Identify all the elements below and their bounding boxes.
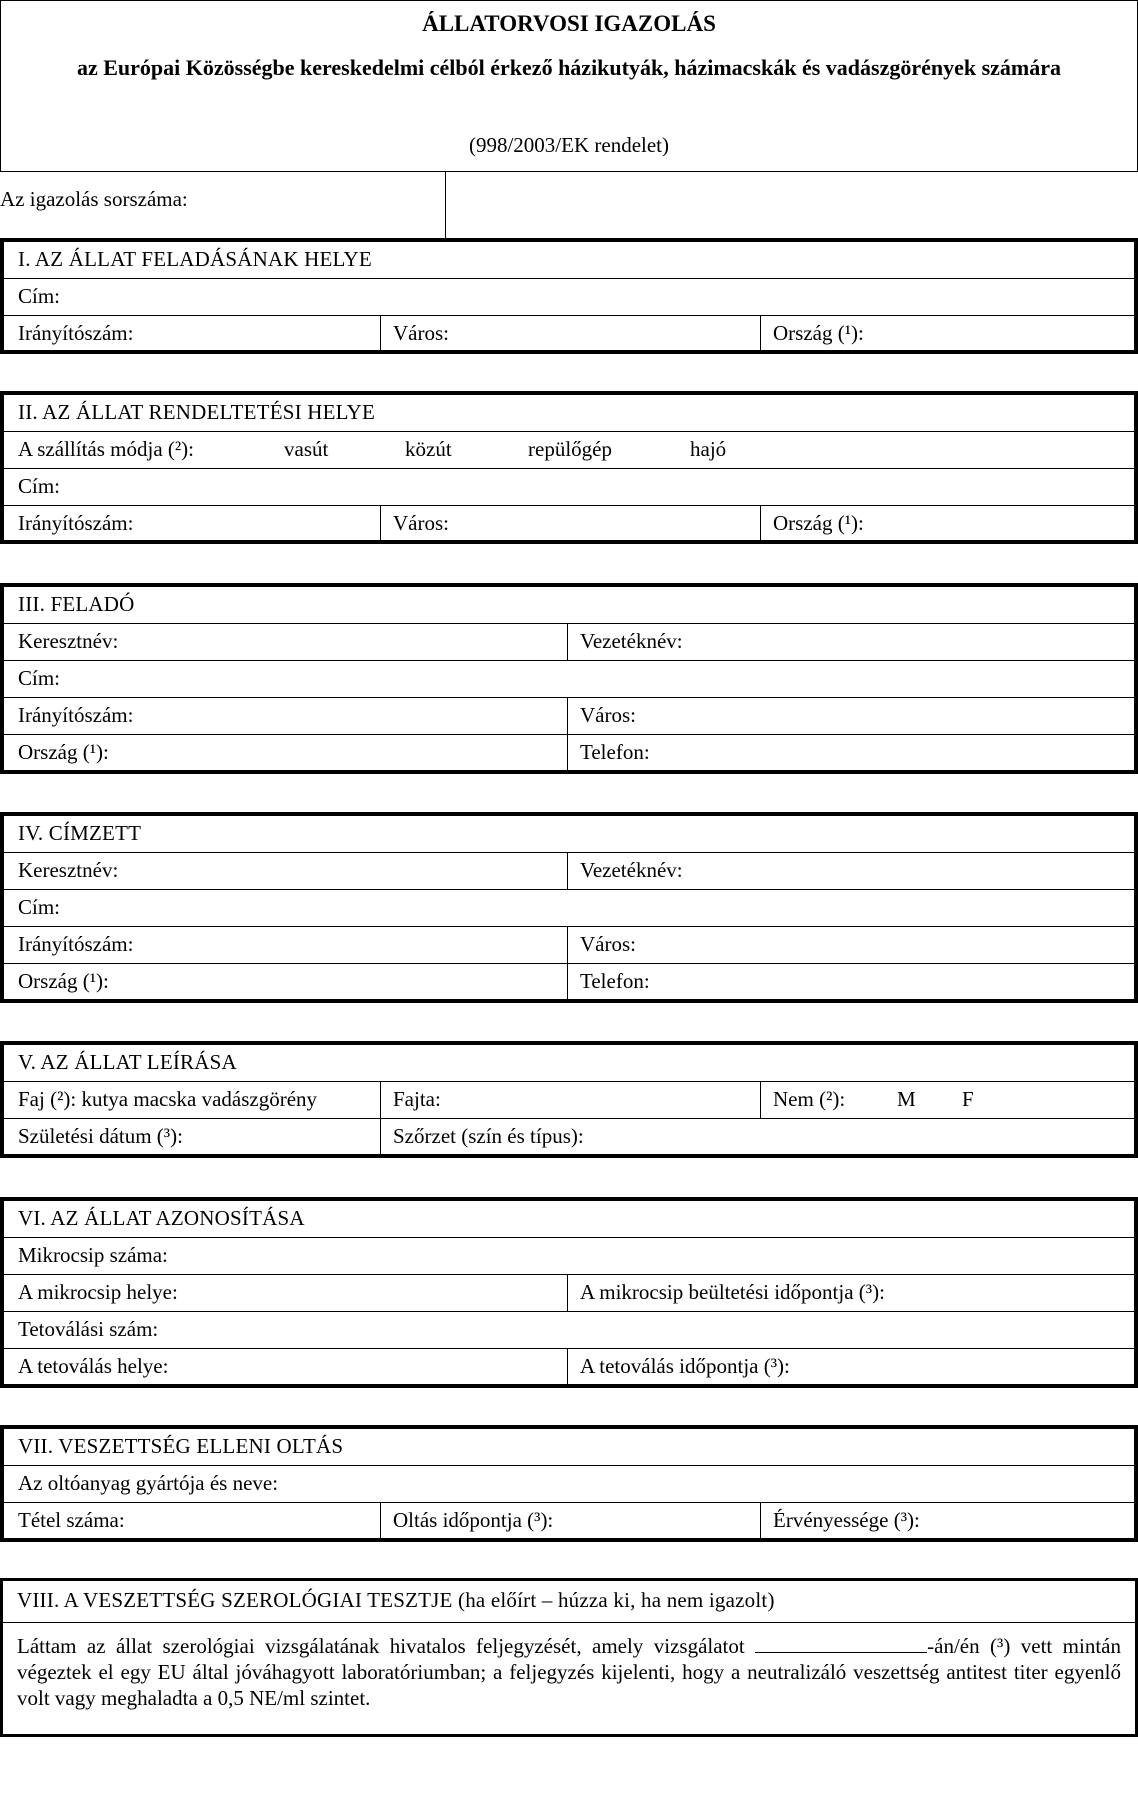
birthdate-field[interactable]: Születési dátum (³): (18, 1124, 183, 1148)
certificate-header (0, 0, 1138, 172)
validity-field[interactable]: Érvényessége (³): (760, 1503, 1134, 1540)
phone-field[interactable]: Telefon: (567, 964, 1134, 1001)
firstname-field[interactable]: Keresztnév: (18, 629, 119, 653)
regulation-reference: (998/2003/EK rendelet) (468, 133, 670, 157)
sex-option-male[interactable]: M (897, 1087, 916, 1111)
firstname-field[interactable]: Keresztnév: (18, 858, 119, 882)
sex-field[interactable] (760, 1082, 1134, 1119)
transport-option-road[interactable]: közút (405, 437, 452, 461)
tattoo-location-field[interactable]: A tetoválás helye: (18, 1354, 169, 1378)
country-field[interactable]: Ország (¹): (18, 740, 109, 764)
serology-text-part1: Láttam az állat szerológiai vizsgálatának hivatalos feljegyzését, amely vizsgálatot (17, 1634, 756, 1658)
section-rabies-vaccination (0, 1425, 1138, 1542)
phone-field[interactable]: Telefon: (567, 735, 1134, 772)
transport-mode-label: A szállítás módja (²): (18, 437, 195, 461)
section-title: VI. AZ ÁLLAT AZONOSÍTÁSA (18, 1206, 305, 1230)
postcode-field[interactable]: Irányítószám: (18, 932, 134, 956)
vaccination-date-field[interactable]: Oltás időpontja (³): (380, 1503, 773, 1540)
document-title: ÁLLATORVOSI IGAZOLÁS (422, 11, 716, 36)
lastname-field[interactable]: Vezetéknév: (567, 853, 1134, 890)
coat-field[interactable]: Szőrzet (szín és típus): (380, 1119, 1134, 1156)
postcode-field[interactable]: Irányítószám: (18, 321, 134, 345)
address-field[interactable]: Cím: (18, 666, 61, 690)
section-sender (0, 583, 1138, 774)
section-title: III. FELADÓ (18, 592, 135, 616)
city-field[interactable]: Város: (380, 506, 773, 543)
city-field[interactable]: Város: (567, 927, 1134, 964)
section-destination-place (0, 391, 1138, 544)
city-field[interactable]: Város: (380, 316, 773, 353)
tattoo-date-field[interactable]: A tetoválás időpontja (³): (567, 1349, 1134, 1386)
vaccine-field[interactable]: Az oltóanyag gyártója és neve: (18, 1471, 279, 1495)
microchip-number-field[interactable]: Mikrocsip száma: (18, 1243, 168, 1267)
batch-number-field[interactable]: Tétel száma: (18, 1508, 125, 1532)
address-field[interactable]: Cím: (18, 284, 61, 308)
city-field[interactable]: Város: (567, 698, 1134, 735)
country-field[interactable]: Ország (¹): (18, 969, 109, 993)
section-title: VII. VESZETTSÉG ELLENI OLTÁS (18, 1434, 344, 1458)
section-animal-identification (0, 1197, 1138, 1388)
sample-date-blank[interactable] (755, 1634, 927, 1653)
section-recipient (0, 812, 1138, 1003)
address-field[interactable]: Cím: (18, 895, 61, 919)
tattoo-number-field[interactable]: Tetoválási szám: (18, 1317, 159, 1341)
sex-label: Nem (²): (773, 1087, 846, 1111)
serology-statement (17, 1633, 1121, 1711)
serology-text-part2: -án/én (³) vett mintán végeztek el egy EU által jóváhagyott laboratóriumban; a feljegyzés kijelenti, hogy a neutralizáló veszettség antitest titer egyenlő volt vagy meghaladta a 0,5 NE/ml szintet. (17, 1634, 1121, 1710)
country-field[interactable]: Ország (¹): (760, 506, 1134, 543)
serial-number-label: Az igazolás sorszáma: (0, 187, 188, 211)
section-animal-description (0, 1041, 1138, 1158)
section-title: I. AZ ÁLLAT FELADÁSÁNAK HELYE (18, 247, 372, 271)
document-subtitle: az Európai Közösségbe kereskedelmi célból érkező házikutyák, házimacskák és vadászgörények számára (76, 55, 1062, 80)
country-field[interactable]: Ország (¹): (760, 316, 1134, 353)
transport-option-sea[interactable]: hajó (690, 437, 727, 461)
section-dispatch-place (0, 238, 1138, 354)
microchip-date-field[interactable]: A mikrocsip beültetési időpontja (³): (567, 1275, 1134, 1312)
postcode-field[interactable]: Irányítószám: (18, 511, 134, 535)
lastname-field[interactable]: Vezetéknév: (567, 624, 1134, 661)
transport-option-rail[interactable]: vasút (284, 437, 329, 461)
section-title: VIII. A VESZETTSÉG SZEROLÓGIAI TESZTJE (ha előírt – húzza ki, ha nem igazolt) (17, 1588, 775, 1612)
breed-field[interactable]: Fajta: (380, 1082, 773, 1119)
section-title: V. AZ ÁLLAT LEÍRÁSA (18, 1050, 237, 1074)
microchip-location-field[interactable]: A mikrocsip helye: (18, 1280, 178, 1304)
transport-option-air[interactable]: repülőgép (528, 437, 612, 461)
serial-number-field[interactable] (445, 172, 1138, 238)
address-field[interactable]: Cím: (18, 474, 61, 498)
section-title: IV. CÍMZETT (18, 821, 142, 845)
postcode-field[interactable]: Irányítószám: (18, 703, 134, 727)
species-field[interactable]: Faj (²): kutya macska vadászgörény (18, 1087, 318, 1111)
section-rabies-serology (0, 1578, 1138, 1737)
section-title: II. AZ ÁLLAT RENDELTETÉSI HELYE (18, 400, 375, 424)
sex-option-female[interactable]: F (962, 1087, 974, 1111)
